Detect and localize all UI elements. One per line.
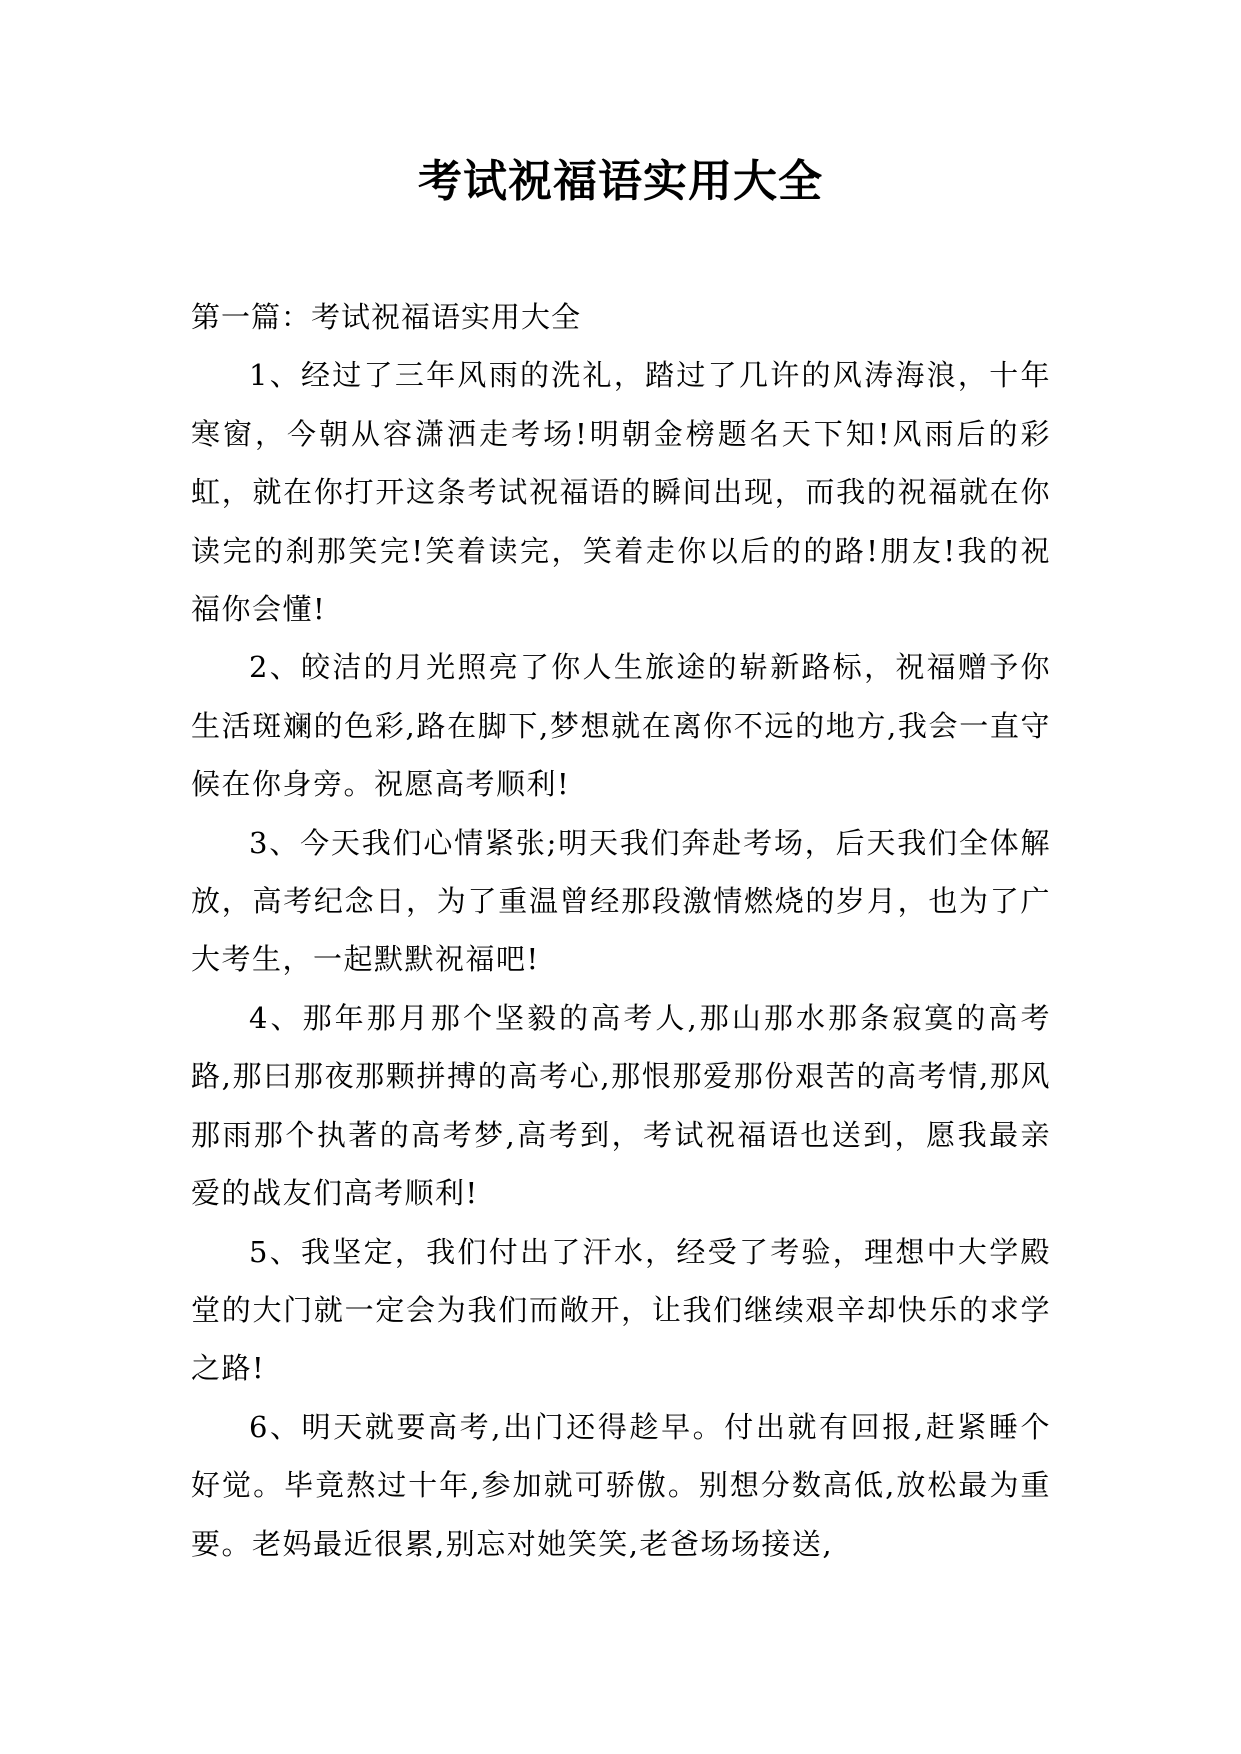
paragraph-6: 6、明天就要高考,出门还得趁早。付出就有回报,赶紧睡个好觉。毕竟熬过十年,参加就可骄傲。别想分数高低,放松最为重要。老妈最近很累,别忘对她笑笑,老爸场场接送,	[191, 1409, 1051, 1561]
document-title: 考试祝福语实用大全	[418, 156, 823, 207]
section-heading: 第一篇：考试祝福语实用大全	[191, 300, 582, 334]
paragraph-1: 1、经过了三年风雨的洗礼，踏过了几许的风涛海浪，十年寒窗，今朝从容潇洒走考场!明朝金榜题名天下知!风雨后的彩虹，就在你打开这条考试祝福语的瞬间出现，而我的祝福就在你读完的刹那笑完!笑着读完，笑着走你以后的的路!朋友!我的祝福你会懂!	[191, 358, 1051, 627]
paragraph-2: 2、皎洁的月光照亮了你人生旅途的崭新路标，祝福赠予你生活斑斓的色彩,路在脚下,梦想就在离你不远的地方,我会一直守候在你身旁。祝愿高考顺利!	[191, 650, 1051, 802]
paragraph-5: 5、我坚定，我们付出了汗水，经受了考验，理想中大学殿堂的大门就一定会为我们而敞开，让我们继续艰辛却快乐的求学之路!	[191, 1234, 1051, 1386]
document-body	[191, 288, 1051, 1573]
paragraph-4: 4、那年那月那个坚毅的高考人,那山那水那条寂寞的高考路,那曰那夜那颗拼搏的高考心,那恨那爱那份艰苦的高考情,那风那雨那个执著的高考梦,高考到，考试祝福语也送到，愿我最亲爱的战友们高考顺利!	[191, 1000, 1051, 1211]
paragraph-3: 3、今天我们心情紧张;明天我们奔赴考场，后天我们全体解放，高考纪念日，为了重温曾经那段激情燃烧的岁月，也为了广大考生，一起默默祝福吧!	[191, 825, 1051, 977]
